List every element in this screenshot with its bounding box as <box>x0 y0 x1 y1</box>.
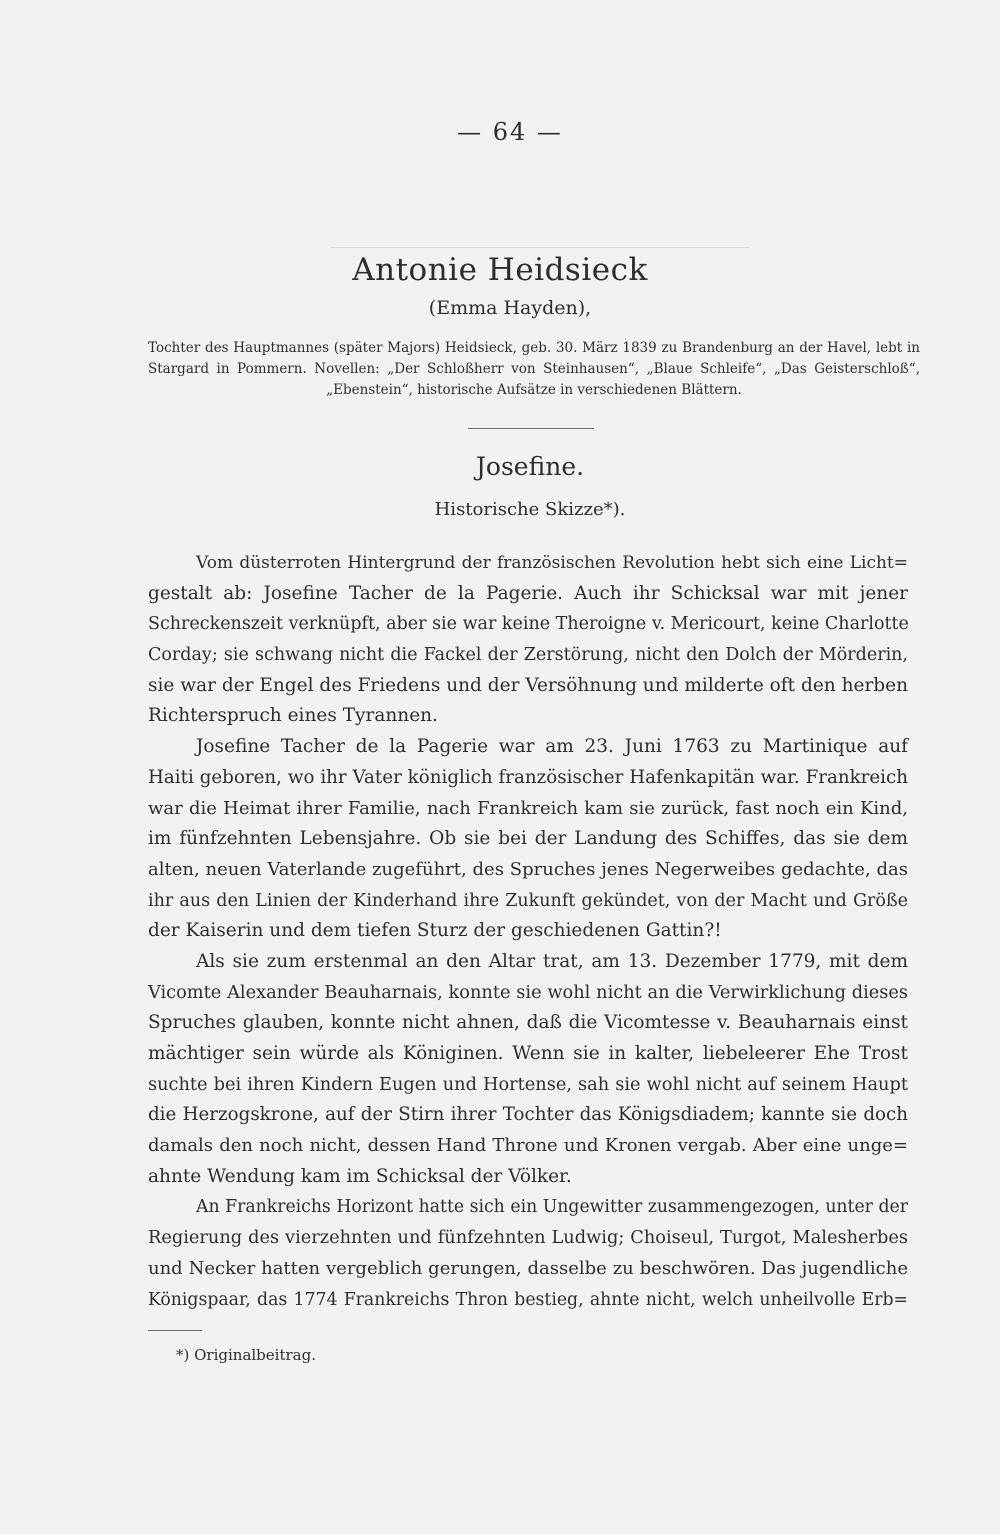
text-line: Regierung des vierzehnten und fünfzehnten Ludwig; Choiseul, Turgot, Malesherbes <box>148 1228 908 1249</box>
text-line: Vicomte Alexander Beauharnais, konnte sie wohl nicht an die Verwirklichung dieses <box>148 982 908 1003</box>
text-line: ahnte Wendung kam im Schicksal der Völker. <box>148 1165 572 1187</box>
text-line: suchte bei ihren Kindern Eugen und Hortense, sah sie wohl nicht auf seinem Haupt <box>148 1074 908 1095</box>
text-line: Schreckenszeit verknüpft, aber sie war keine Theroigne v. Mericourt, keine Charlotte <box>148 614 909 635</box>
text-line: und Necker hatten vergeblich gerungen, dasselbe zu beschwören. Das jugendliche <box>148 1257 908 1279</box>
text-line: Spruches glauben, konnte nicht ahnen, daß die Vicomtesse v. Beauharnais einst <box>148 1012 908 1034</box>
text-line: sie war der Engel des Friedens und der Versöhnung und milderte oft den herben <box>148 674 908 696</box>
story-title: Josefine. <box>475 452 585 481</box>
text-line: die Herzogskrone, auf der Stirn ihrer Tochter das Königsdiadem; kannte sie doch <box>148 1104 908 1126</box>
text-line: mächtiger sein würde als Königinen. Wenn sie in kalter, liebeleerer Ehe Trost <box>148 1043 908 1064</box>
text-line: Haiti geboren, wo ihr Vater königlich französischer Hafenkapitän war. Frankreich <box>148 766 908 788</box>
text-line: Als sie zum erstenmal an den Altar trat, am 13. Dezember 1779, mit dem <box>196 950 908 972</box>
text-line: Königspaar, das 1774 Frankreichs Thron bestieg, ahnte nicht, welch unheilvolle Erb= <box>148 1289 908 1310</box>
footnote: *) Originalbeitrag. <box>176 1346 316 1364</box>
text-line: ihr aus den Linien der Kinderhand ihre Zukunft gekündet, von der Macht und Größe <box>148 890 908 911</box>
bio-line: Tochter des Hauptmannes (später Majors) Heidsieck, geb. 30. März 1839 zu Brandenburg an der Havel, lebt in <box>148 340 920 356</box>
text-line: Josefine Tacher de la Pagerie war am 23. Juni 1763 zu Martinique auf <box>196 736 908 758</box>
text-line: An Frankreichs Horizont hatte sich ein Ungewitter zusammengezogen, unter der <box>196 1197 908 1218</box>
text-line: Richterspruch eines Tyrannen. <box>148 705 438 727</box>
bleed-through-line <box>330 247 750 248</box>
text-line: im fünfzehnten Lebensjahre. Ob sie bei der Landung des Schiffes, das sie dem <box>148 828 908 850</box>
story-subtitle: Historische Skizze*). <box>434 499 626 520</box>
bio-line: Stargard in Pommern. Novellen: „Der Schloßherr von Steinhausen“, „Blaue Schleife“, „Das Geisterschloß“, <box>148 361 920 377</box>
separator-rule <box>468 428 594 429</box>
page-number: — 64 — <box>457 118 563 146</box>
text-line: gestalt ab: Josefine Tacher de la Pagerie. Auch ihr Schicksal war mit jener <box>148 582 908 604</box>
text-line: war die Heimat ihrer Familie, nach Frankreich kam sie zurück, fast noch ein Kind, <box>148 797 908 819</box>
text-line: Vom düsterroten Hintergrund der französischen Revolution hebt sich eine Licht= <box>196 553 908 573</box>
author-name: Antonie Heidsieck <box>352 252 648 288</box>
text-line: damals den noch nicht, dessen Hand Throne und Kronen vergab. Aber eine unge= <box>148 1135 908 1157</box>
author-pseudonym: (Emma Hayden), <box>428 297 592 319</box>
text-line: der Kaiserin und dem tiefen Sturz der geschiedenen Gattin?! <box>148 920 722 942</box>
body-text <box>148 548 908 1315</box>
author-biography <box>148 338 920 401</box>
bio-line: „Ebenstein“, historische Aufsätze in verschiedenen Blättern. <box>326 382 742 398</box>
text-line: alten, neuen Vaterlande zugeführt, des Spruches jenes Negerweibes gedachte, das <box>148 858 908 880</box>
footnote-rule <box>148 1330 202 1331</box>
text-line: Corday; sie schwang nicht die Fackel der Zerstörung, nicht den Dolch der Mörderin, <box>148 645 908 666</box>
